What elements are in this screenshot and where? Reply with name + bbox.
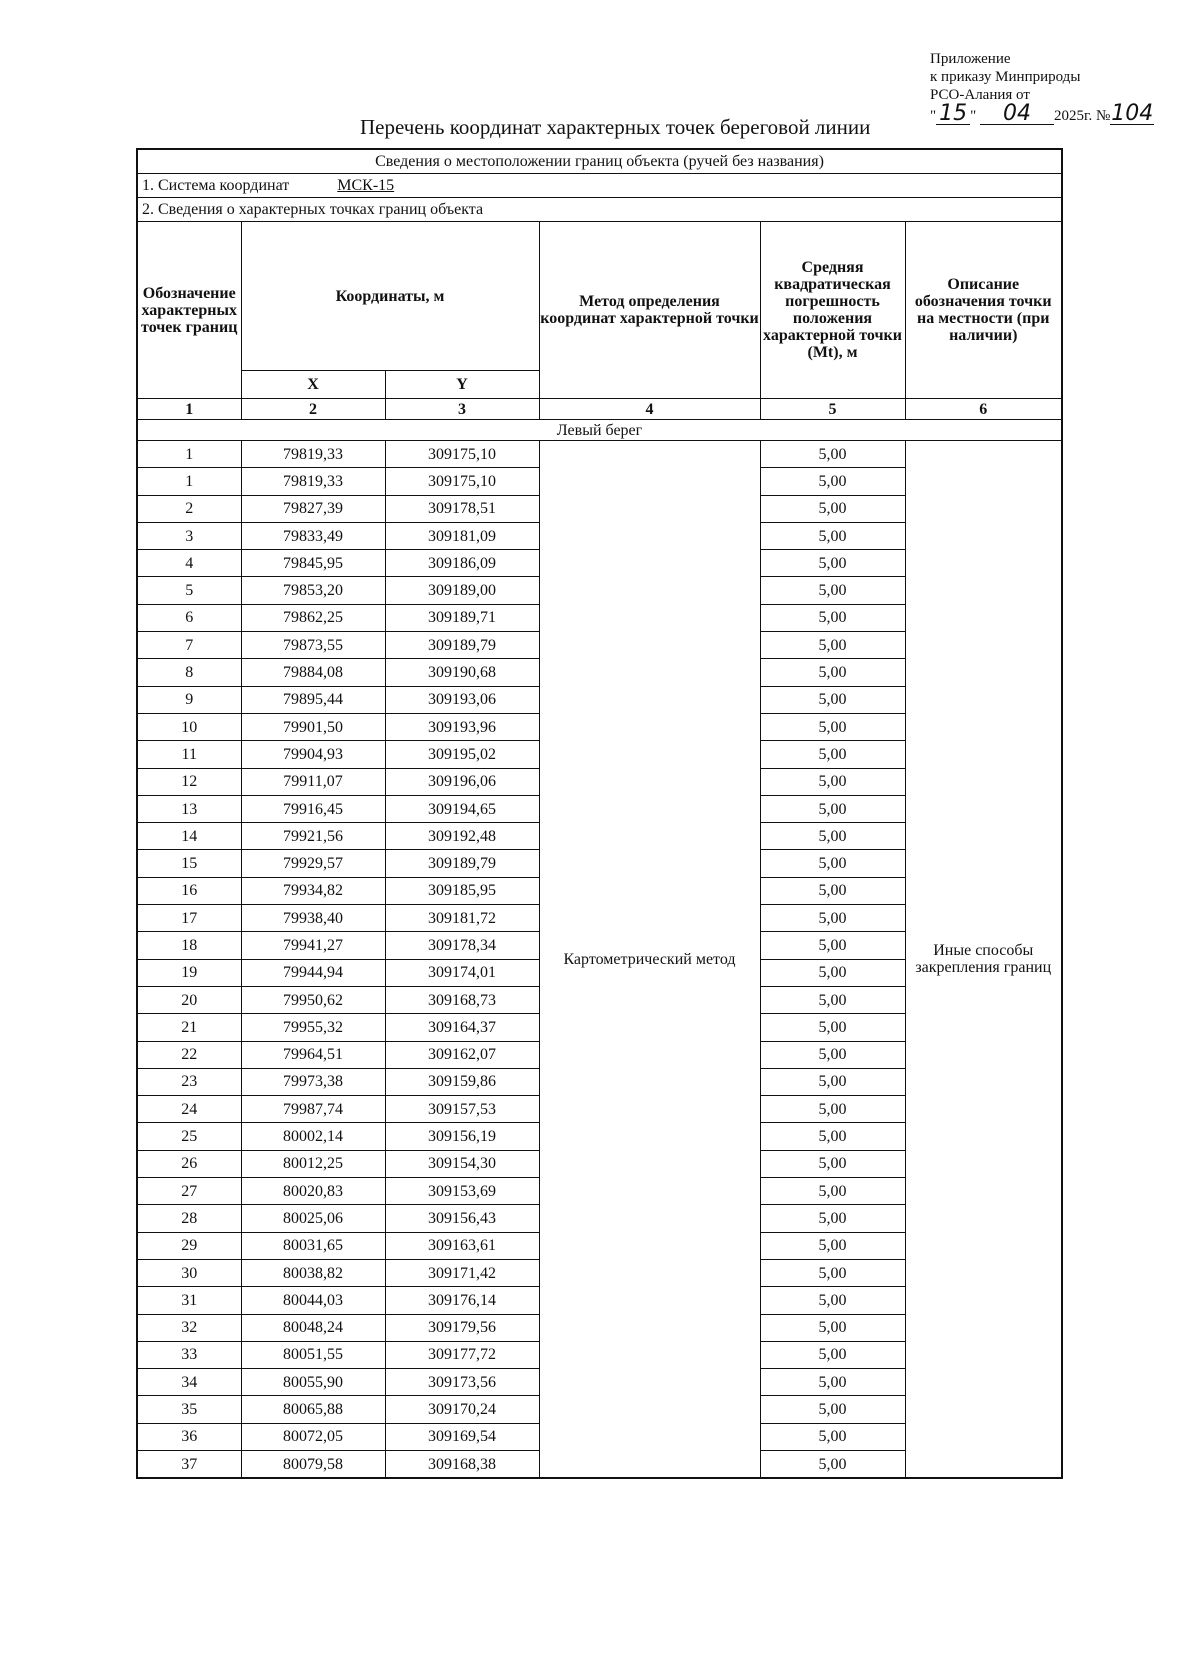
error-mt: 5,00 (760, 550, 905, 577)
coord-y: 309175,10 (385, 468, 539, 495)
error-mt: 5,00 (760, 768, 905, 795)
coord-y: 309193,06 (385, 686, 539, 713)
coord-y: 309156,19 (385, 1123, 539, 1150)
point-number: 24 (137, 1096, 241, 1123)
coord-x: 79911,07 (241, 768, 385, 795)
coord-x: 79862,25 (241, 604, 385, 631)
error-mt: 5,00 (760, 741, 905, 768)
coord-x: 79944,94 (241, 959, 385, 986)
point-number: 36 (137, 1423, 241, 1450)
error-mt: 5,00 (760, 1259, 905, 1286)
point-number: 2 (137, 495, 241, 522)
point-number: 16 (137, 877, 241, 904)
point-number: 31 (137, 1287, 241, 1314)
point-number: 8 (137, 659, 241, 686)
coord-x: 79895,44 (241, 686, 385, 713)
coord-y: 309179,56 (385, 1314, 539, 1341)
coord-x: 79938,40 (241, 905, 385, 932)
point-number: 19 (137, 959, 241, 986)
coord-x: 80051,55 (241, 1341, 385, 1368)
coord-x: 80079,58 (241, 1450, 385, 1478)
coord-y: 309154,30 (385, 1150, 539, 1177)
coord-x: 80002,14 (241, 1123, 385, 1150)
coord-x: 79964,51 (241, 1041, 385, 1068)
coord-y: 309194,65 (385, 795, 539, 822)
object-info-header: Сведения о местоположении границ объекта (ручей без названия) (137, 149, 1062, 174)
coord-x: 80044,03 (241, 1287, 385, 1314)
attachment-note (930, 50, 1180, 125)
point-number: 1 (137, 441, 241, 468)
coord-y: 309186,09 (385, 550, 539, 577)
error-mt: 5,00 (760, 713, 905, 740)
coord-y: 309195,02 (385, 741, 539, 768)
coord-x: 79934,82 (241, 877, 385, 904)
column-number: 6 (905, 399, 1062, 420)
error-mt: 5,00 (760, 1287, 905, 1314)
order-day: 15 (936, 104, 970, 125)
col-header-x: X (241, 371, 385, 399)
error-mt: 5,00 (760, 659, 905, 686)
col-header-error: Средняя квадратическая погрешность положения характерной точки (Mt), м (760, 222, 905, 399)
coord-x: 80020,83 (241, 1178, 385, 1205)
coord-x: 79921,56 (241, 823, 385, 850)
coordinates-table (136, 148, 1063, 1479)
coord-x: 79987,74 (241, 1096, 385, 1123)
quote-close: " (970, 108, 977, 124)
coord-x: 79819,33 (241, 468, 385, 495)
error-mt: 5,00 (760, 1341, 905, 1368)
point-number: 7 (137, 632, 241, 659)
error-mt: 5,00 (760, 604, 905, 631)
point-number: 30 (137, 1259, 241, 1286)
coord-y: 309162,07 (385, 1041, 539, 1068)
coord-y: 309173,56 (385, 1369, 539, 1396)
coord-x: 80072,05 (241, 1423, 385, 1450)
error-mt: 5,00 (760, 959, 905, 986)
point-number: 3 (137, 522, 241, 549)
coord-x: 80012,25 (241, 1150, 385, 1177)
quote-open: " (930, 108, 937, 124)
point-number: 34 (137, 1369, 241, 1396)
coord-y: 309181,09 (385, 522, 539, 549)
coord-y: 309168,73 (385, 986, 539, 1013)
coord-y: 309193,96 (385, 713, 539, 740)
error-mt: 5,00 (760, 522, 905, 549)
coord-y: 309157,53 (385, 1096, 539, 1123)
error-mt: 5,00 (760, 441, 905, 468)
coord-y: 309189,79 (385, 632, 539, 659)
coord-system-cell (137, 174, 1062, 198)
coord-x: 80038,82 (241, 1259, 385, 1286)
point-number: 12 (137, 768, 241, 795)
coord-x: 79853,20 (241, 577, 385, 604)
coord-y: 309168,38 (385, 1450, 539, 1478)
error-mt: 5,00 (760, 1178, 905, 1205)
point-number: 32 (137, 1314, 241, 1341)
coord-y: 309192,48 (385, 823, 539, 850)
point-number: 28 (137, 1205, 241, 1232)
coord-system-label: 1. Система координат (142, 177, 290, 194)
coord-y: 309178,51 (385, 495, 539, 522)
coord-y: 309185,95 (385, 877, 539, 904)
point-number: 17 (137, 905, 241, 932)
col-header-coords: Координаты, м (241, 222, 539, 371)
point-number: 6 (137, 604, 241, 631)
section-left-bank: Левый берег (137, 420, 1062, 441)
point-number: 11 (137, 741, 241, 768)
error-mt: 5,00 (760, 1450, 905, 1478)
coord-x: 79845,95 (241, 550, 385, 577)
error-mt: 5,00 (760, 1041, 905, 1068)
coord-x: 80055,90 (241, 1369, 385, 1396)
error-mt: 5,00 (760, 932, 905, 959)
coord-x: 79873,55 (241, 632, 385, 659)
coord-y: 309164,37 (385, 1014, 539, 1041)
coord-y: 309189,71 (385, 604, 539, 631)
coord-y: 309189,79 (385, 850, 539, 877)
order-year-text: 2025г. № (1054, 108, 1111, 124)
point-number: 20 (137, 986, 241, 1013)
point-number: 18 (137, 932, 241, 959)
error-mt: 5,00 (760, 632, 905, 659)
coord-system-value: МСК-15 (337, 177, 395, 194)
error-mt: 5,00 (760, 795, 905, 822)
column-number: 1 (137, 399, 241, 420)
error-mt: 5,00 (760, 850, 905, 877)
error-mt: 5,00 (760, 1123, 905, 1150)
coord-x: 80031,65 (241, 1232, 385, 1259)
description-cell: Иные способы закрепления границ (905, 441, 1062, 1479)
point-number: 10 (137, 713, 241, 740)
coord-x: 79929,57 (241, 850, 385, 877)
coord-y: 309189,00 (385, 577, 539, 604)
order-month: 04 (980, 104, 1054, 125)
error-mt: 5,00 (760, 1314, 905, 1341)
point-number: 27 (137, 1178, 241, 1205)
attachment-line-2: к приказу Минприроды (930, 69, 1081, 85)
point-number: 29 (137, 1232, 241, 1259)
point-number: 35 (137, 1396, 241, 1423)
point-number: 14 (137, 823, 241, 850)
attachment-line-3: РСО-Алания от (930, 87, 1030, 103)
coord-x: 79950,62 (241, 986, 385, 1013)
coord-y: 309181,72 (385, 905, 539, 932)
coord-y: 309178,34 (385, 932, 539, 959)
column-number: 2 (241, 399, 385, 420)
coord-y: 309190,68 (385, 659, 539, 686)
coord-x: 79941,27 (241, 932, 385, 959)
point-number: 15 (137, 850, 241, 877)
point-number: 22 (137, 1041, 241, 1068)
point-number: 5 (137, 577, 241, 604)
error-mt: 5,00 (760, 905, 905, 932)
point-number: 4 (137, 550, 241, 577)
col-header-method: Метод определения координат характерной точки (539, 222, 760, 399)
coord-y: 309174,01 (385, 959, 539, 986)
point-number: 23 (137, 1068, 241, 1095)
error-mt: 5,00 (760, 577, 905, 604)
error-mt: 5,00 (760, 686, 905, 713)
error-mt: 5,00 (760, 1232, 905, 1259)
point-number: 21 (137, 1014, 241, 1041)
error-mt: 5,00 (760, 1396, 905, 1423)
method-cell: Картометрический метод (539, 441, 760, 1479)
table-row (137, 441, 1062, 468)
point-number: 25 (137, 1123, 241, 1150)
coord-y: 309156,43 (385, 1205, 539, 1232)
coord-y: 309153,69 (385, 1178, 539, 1205)
error-mt: 5,00 (760, 1205, 905, 1232)
attachment-date-line (930, 101, 1180, 126)
coord-y: 309176,14 (385, 1287, 539, 1314)
document-title: Перечень координат характерных точек береговой линии (360, 115, 871, 139)
coord-y: 309169,54 (385, 1423, 539, 1450)
points-info-header: 2. Сведения о характерных точках границ объекта (137, 198, 1062, 222)
coord-y: 309177,72 (385, 1341, 539, 1368)
coord-y: 309163,61 (385, 1232, 539, 1259)
point-number: 33 (137, 1341, 241, 1368)
coord-x: 79901,50 (241, 713, 385, 740)
coord-x: 79904,93 (241, 741, 385, 768)
coord-x: 80025,06 (241, 1205, 385, 1232)
coord-x: 79955,32 (241, 1014, 385, 1041)
point-number: 9 (137, 686, 241, 713)
col-header-description: Описание обозначения точки на местности (при наличии) (905, 222, 1062, 399)
error-mt: 5,00 (760, 468, 905, 495)
error-mt: 5,00 (760, 1014, 905, 1041)
point-number: 1 (137, 468, 241, 495)
coord-y: 309196,06 (385, 768, 539, 795)
error-mt: 5,00 (760, 877, 905, 904)
error-mt: 5,00 (760, 1369, 905, 1396)
coord-x: 80048,24 (241, 1314, 385, 1341)
column-number: 3 (385, 399, 539, 420)
coord-x: 79819,33 (241, 441, 385, 468)
error-mt: 5,00 (760, 1150, 905, 1177)
point-number: 26 (137, 1150, 241, 1177)
column-number: 4 (539, 399, 760, 420)
coord-x: 79833,49 (241, 522, 385, 549)
col-header-point: Обозначение характерных точек границ (137, 222, 241, 399)
coord-x: 79884,08 (241, 659, 385, 686)
error-mt: 5,00 (760, 823, 905, 850)
error-mt: 5,00 (760, 986, 905, 1013)
column-number: 5 (760, 399, 905, 420)
coord-x: 80065,88 (241, 1396, 385, 1423)
error-mt: 5,00 (760, 1068, 905, 1095)
coord-x: 79916,45 (241, 795, 385, 822)
coord-y: 309170,24 (385, 1396, 539, 1423)
coord-x: 79827,39 (241, 495, 385, 522)
coord-y: 309175,10 (385, 441, 539, 468)
point-number: 13 (137, 795, 241, 822)
order-number: 104 (1111, 101, 1154, 126)
col-header-y: Y (385, 371, 539, 399)
error-mt: 5,00 (760, 1096, 905, 1123)
coord-x: 79973,38 (241, 1068, 385, 1095)
error-mt: 5,00 (760, 495, 905, 522)
coord-y: 309159,86 (385, 1068, 539, 1095)
coord-y: 309171,42 (385, 1259, 539, 1286)
attachment-line-1: Приложение (930, 51, 1011, 67)
point-number: 37 (137, 1450, 241, 1478)
error-mt: 5,00 (760, 1423, 905, 1450)
